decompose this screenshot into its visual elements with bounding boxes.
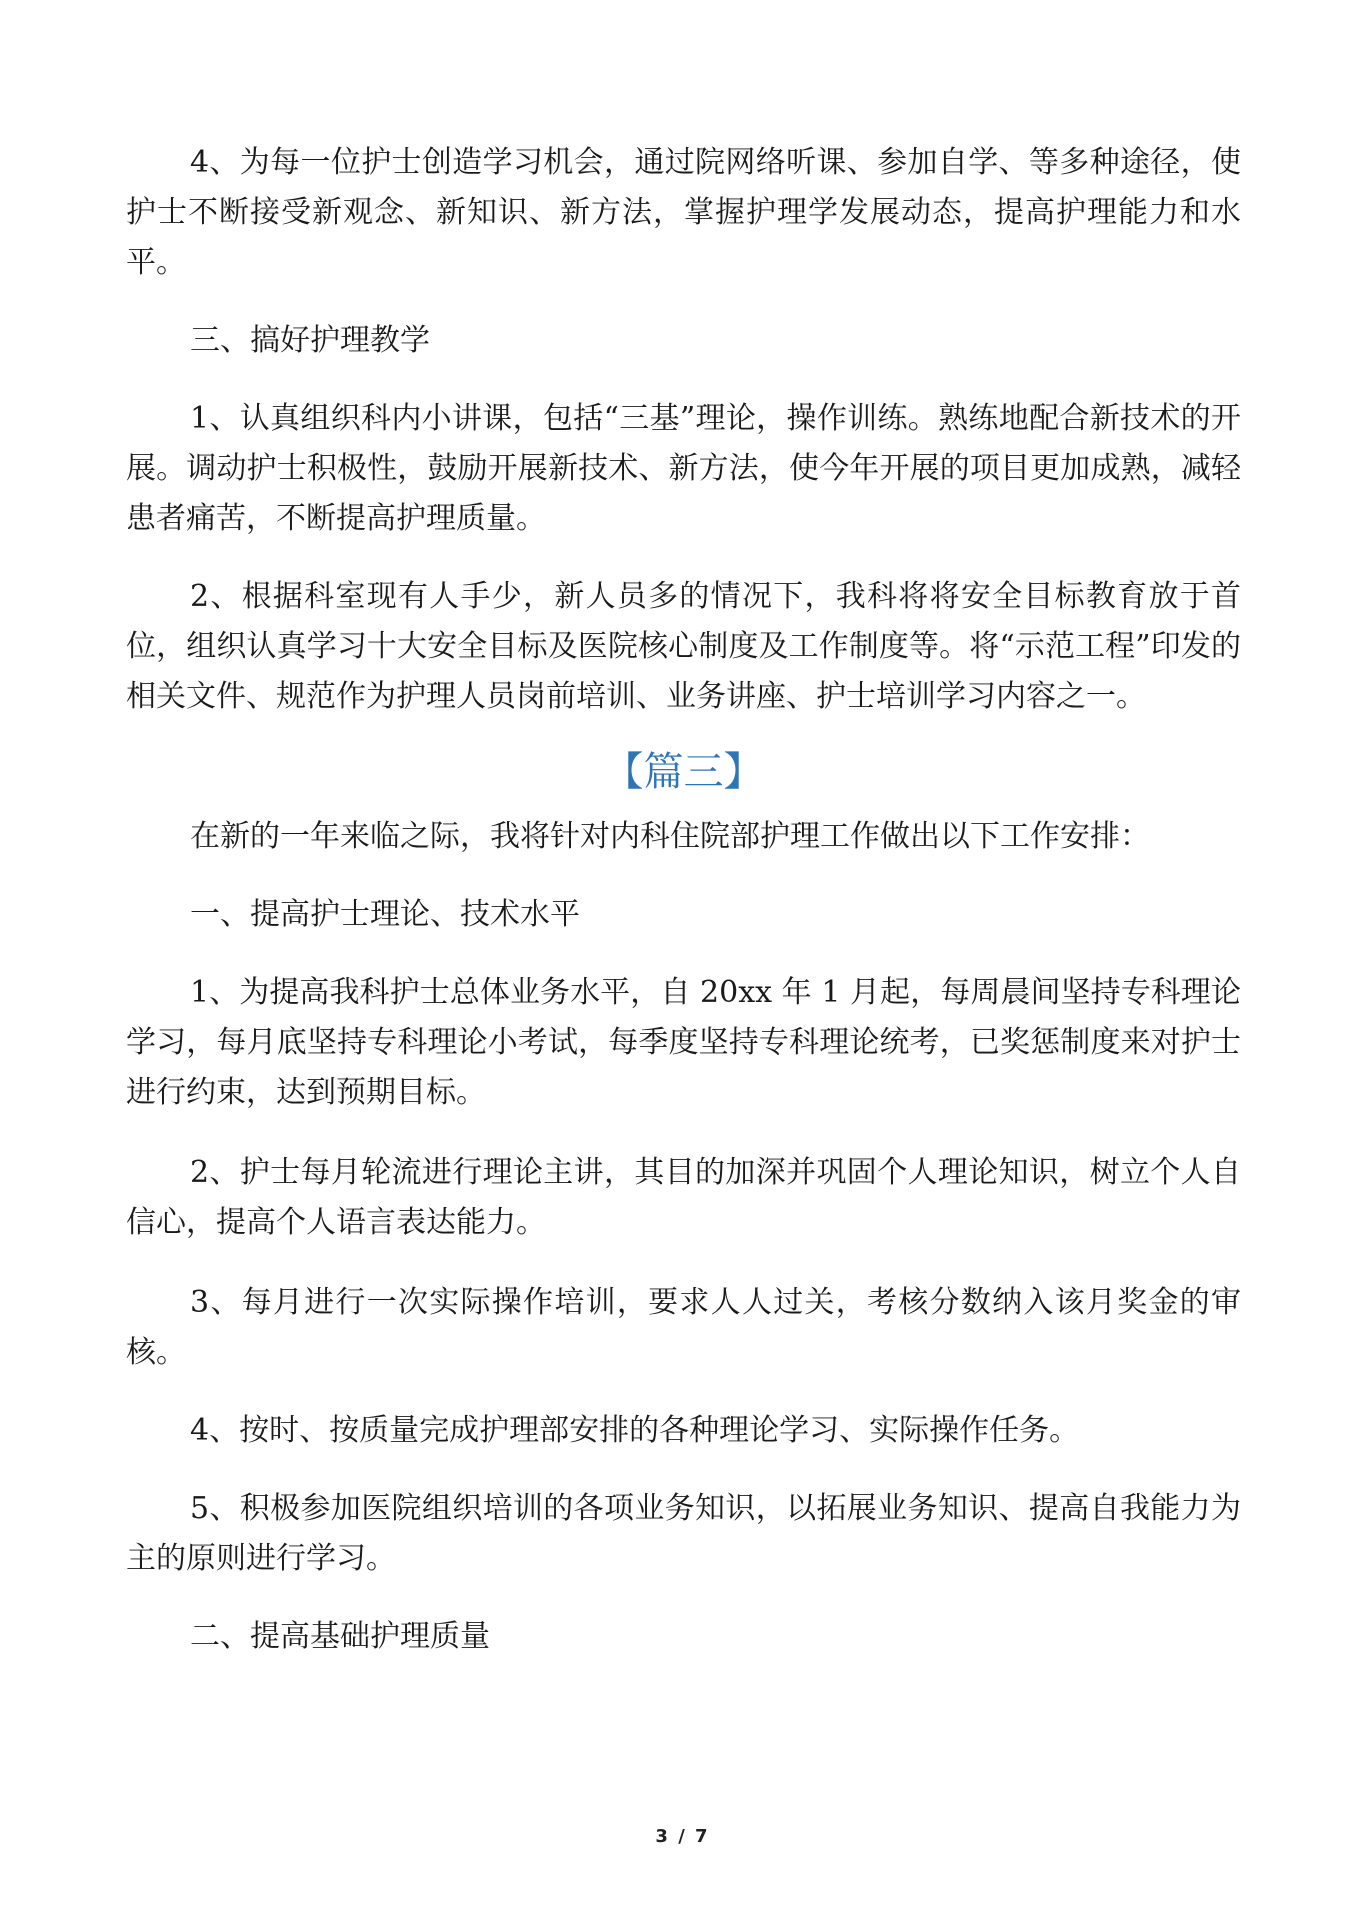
document-body xyxy=(126,138,1241,1662)
paragraph-intro: 在新的一年来临之际，我将针对内科住院部护理工作做出以下工作安排： xyxy=(190,819,1150,854)
paragraph-teaching-2: 2、根据科室现有人手少，新人员多的情况下，我科将将安全目标教育放于首位，组织认真学习十大安全目标及医院核心制度及工作制度等。将“示范工程”印发的相关文件、规范作为护理人员岗前培训、业务讲座、护士培训学习内容之一。 xyxy=(126,579,1241,714)
paragraph-theory-2: 2、护士每月轮流进行理论主讲，其目的加深并巩固个人理论知识，树立个人自信心，提高个人语言表达能力。 xyxy=(126,1155,1241,1240)
paragraph-teaching-1: 1、认真组织科内小讲课，包括“三基”理论，操作训练。熟练地配合新技术的开展。调动护士积极性，鼓励开展新技术、新方法，使今年开展的项目更加成熟，减轻患者痛苦，不断提高护理质量。 xyxy=(126,401,1241,536)
paragraph-item-4: 4、为每一位护士创造学习机会，通过院网络听课、参加自学、等多种途径，使护士不断接受新观念、新知识、新方法，掌握护理学发展动态，提高护理能力和水平。 xyxy=(126,145,1241,280)
section-title: 【篇三】 xyxy=(603,749,764,795)
paragraph-theory-5: 5、积极参加医院组织培训的各项业务知识，以拓展业务知识、提高自我能力为主的原则进行学习。 xyxy=(126,1491,1241,1576)
heading-section-3: 三、搞好护理教学 xyxy=(190,323,430,358)
paragraph-theory-4: 4、按时、按质量完成护理部安排的各种理论学习、实际操作任务。 xyxy=(190,1413,1080,1448)
heading-section-2: 二、提高基础护理质量 xyxy=(190,1619,490,1654)
heading-section-1: 一、提高护士理论、技术水平 xyxy=(190,897,580,932)
paragraph-theory-1: 1、为提高我科护士总体业务水平，自 20xx 年 1 月起，每周晨间坚持专科理论学习，每月底坚持专科理论小考试，每季度坚持专科理论统考，已奖惩制度来对护士进行约束，达到预期目标。 xyxy=(126,975,1241,1110)
paragraph-theory-3: 3、每月进行一次实际操作培训，要求人人过关，考核分数纳入该月奖金的审核。 xyxy=(126,1285,1241,1370)
page-number: 3 / 7 xyxy=(655,1826,710,1847)
